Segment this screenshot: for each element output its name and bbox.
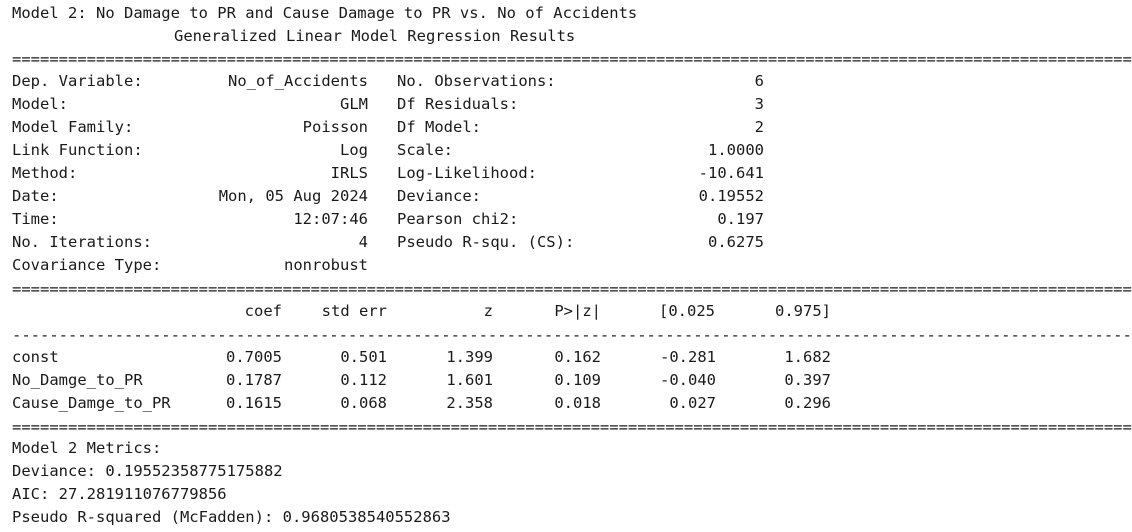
info-value: -10.641 bbox=[698, 164, 764, 182]
info-label: Link Function: bbox=[12, 141, 143, 159]
info-label: Date: bbox=[12, 187, 59, 205]
info-value: IRLS bbox=[330, 164, 368, 182]
info-value: 3 bbox=[754, 95, 764, 113]
info-value: Poisson bbox=[302, 118, 368, 136]
coef-cell: 1.601 bbox=[446, 371, 493, 389]
coef-cell: 0.068 bbox=[340, 394, 387, 412]
info-label: Scale: bbox=[397, 141, 453, 159]
coef-cell: 0.112 bbox=[340, 371, 387, 389]
info-value: Log bbox=[340, 141, 368, 159]
double-rule: ======================================================================================================================== bbox=[12, 50, 1132, 68]
info-value: 4 bbox=[358, 233, 368, 251]
double-rule: ======================================================================================================================== bbox=[12, 280, 1132, 298]
info-label: Df Residuals: bbox=[397, 95, 519, 113]
double-rule: ======================================================================================================================== bbox=[12, 418, 1132, 436]
coef-cell: 0.1615 bbox=[226, 394, 282, 412]
info-label: Dep. Variable: bbox=[12, 72, 143, 90]
coef-column-header: std err bbox=[321, 302, 387, 320]
coef-cell: 0.501 bbox=[340, 348, 387, 366]
table-title: Generalized Linear Model Regression Results bbox=[174, 27, 576, 45]
info-label: Pseudo R-squ. (CS): bbox=[397, 233, 575, 251]
coef-cell: 1.682 bbox=[784, 348, 831, 366]
coef-column-header: 0.975] bbox=[775, 302, 831, 320]
coef-column-header: z bbox=[483, 302, 493, 320]
coef-cell: 0.296 bbox=[784, 394, 831, 412]
coef-cell: 0.397 bbox=[784, 371, 831, 389]
coef-row-name: const bbox=[12, 348, 59, 366]
info-label: Time: bbox=[12, 210, 59, 228]
coef-cell: 0.1787 bbox=[226, 371, 282, 389]
coef-cell: 2.358 bbox=[446, 394, 493, 412]
coef-cell: -0.281 bbox=[660, 348, 716, 366]
metrics-aic: AIC: 27.281911076779856 bbox=[12, 485, 227, 503]
info-value: 6 bbox=[754, 72, 764, 90]
coef-cell: 0.162 bbox=[554, 348, 601, 366]
coef-cell: -0.040 bbox=[660, 371, 716, 389]
info-label: Deviance: bbox=[397, 187, 481, 205]
info-label bbox=[397, 254, 617, 277]
info-value: 0.19552 bbox=[698, 187, 764, 205]
info-value: 0.197 bbox=[717, 210, 764, 228]
info-value: 0.6275 bbox=[708, 233, 764, 251]
info-label: Covariance Type: bbox=[12, 256, 162, 274]
metrics-heading: Model 2 Metrics: bbox=[12, 439, 162, 457]
coef-column-header: [0.025 bbox=[659, 302, 715, 320]
coef-row-name: No_Damge_to_PR bbox=[12, 371, 143, 389]
coef-row-name: Cause_Damge_to_PR bbox=[12, 394, 171, 412]
info-label: Log-Likelihood: bbox=[397, 164, 537, 182]
info-label: Model Family: bbox=[12, 118, 134, 136]
info-label: No. Observations: bbox=[397, 72, 556, 90]
coef-cell: 0.7005 bbox=[226, 348, 282, 366]
info-value: 12:07:46 bbox=[293, 210, 368, 228]
metrics-deviance: Deviance: 0.19552358775175882 bbox=[12, 462, 283, 480]
coef-cell: 0.018 bbox=[554, 394, 601, 412]
info-label: Method: bbox=[12, 164, 78, 182]
info-label: Df Model: bbox=[397, 118, 481, 136]
coef-column-header: coef bbox=[244, 302, 282, 320]
coef-cell: 0.109 bbox=[554, 371, 601, 389]
info-value: No_of_Accidents bbox=[228, 72, 368, 90]
info-value: nonrobust bbox=[284, 256, 368, 274]
single-rule: ------------------------------------------------------------------------------------------------------------------------ bbox=[12, 326, 1132, 344]
info-label: Model: bbox=[12, 95, 68, 113]
metrics-pseudo-r2: Pseudo R-squared (McFadden): 0.9680538540552863 bbox=[12, 508, 451, 526]
info-label: No. Iterations: bbox=[12, 233, 152, 251]
info-value bbox=[600, 254, 764, 277]
info-value: Mon, 05 Aug 2024 bbox=[218, 187, 368, 205]
coef-cell: 0.027 bbox=[669, 394, 716, 412]
coef-column-header: P>|z| bbox=[554, 302, 601, 320]
info-label: Pearson chi2: bbox=[397, 210, 519, 228]
coef-cell: 1.399 bbox=[446, 348, 493, 366]
info-value: 1.0000 bbox=[708, 141, 764, 159]
info-value: 2 bbox=[754, 118, 764, 136]
info-value: GLM bbox=[340, 95, 368, 113]
model-title: Model 2: No Damage to PR and Cause Damage to PR vs. No of Accidents bbox=[12, 4, 638, 22]
